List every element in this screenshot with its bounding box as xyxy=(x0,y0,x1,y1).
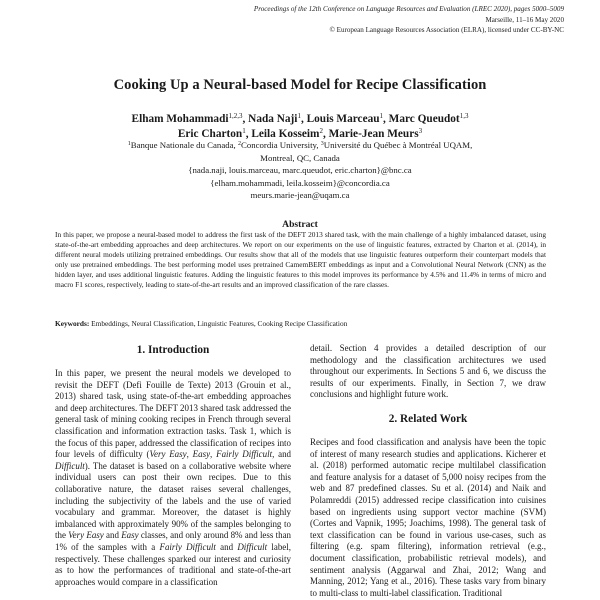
section-heading-introduction: 1. Introduction xyxy=(136,344,210,356)
intro-paragraph: In this paper, we present the neural models we developed to revisit the DEFT (Defi Fouille de Texte) 2013 (Grouin et al., 2013) shared task, using state-of-the-art embedding approaches and deep architectures. The DEFT 2013 shared task addressed the general task of mining cooking recipes in French through several classification and information extraction tasks. Task 1, which is the focus of this paper, addressed the classification of recipes into four levels of difficulty (Very Easy, Easy, Fairly Difficult, and Difficult). The dataset is based on a collaborative website where individual users can post their own recipes. Due to this collaborative nature, the dataset raises several challenges, including the subjectivity of the labels and the use of varied vocabulary and grammar. Moreover, the dataset is highly imbalanced with approximately 90% of the samples belonging to the Very Easy and Easy classes, and only around 8% and less than 1% of the samples with a Fairly Difficult and Difficult label, respectively. These challenges sparked our interest and curiosity as to how the performances of traditional and state-of-the-art approaches would compare in a classification xyxy=(55,368,292,587)
section-heading-related-work: 2. Related Work xyxy=(388,412,468,425)
keywords xyxy=(55,319,546,329)
abstract-heading: Abstract xyxy=(282,219,318,230)
proceedings-line: Proceedings of the 12th Conference on Language Resources and Evaluation (LREC 2020), pages 5000–5009 xyxy=(253,5,564,13)
author-name: Nada Naji xyxy=(248,113,298,125)
email-line: meurs.marie-jean@uqam.ca xyxy=(250,190,350,201)
left-column xyxy=(55,343,291,588)
author-name: Elham Mohammadi xyxy=(131,113,229,125)
author-name: Louis Marceau xyxy=(306,113,380,125)
author-name: Eric Charton xyxy=(177,128,243,140)
affiliations xyxy=(0,139,600,202)
related-work-paragraph: Recipes and food classification and analysis have been the topic of interest of many research studies and applications. Kicherer et al. (2018) performed automatic recipe multilabel classification and feature analysis for a dataset of 5,000 noisy recipes from the web and 87 predefined classes. Su et al. (2014) and Naik and Polamreddi (2015) addressed recipe classification into cuisines based on ingredients using support vector machine (SVM) (Cortes and Vapnik, 1995; Joachims, 1998). The general task of text classification can be found in various use-cases, such as filtering (e.g. spam filtering), information retrieval (e.g., document classification, probabilistic retrieval models), and sentiment analysis (Aggarwal and Zhai, 2012; Wang and Manning, 2012; Yang et al., 2016). These tasks vary from binary to multi-class to multi-label classification. Traditional xyxy=(310,436,546,598)
email-line: {nada.naji, louis.marceau, marc.queudot, eric.charton}@bnc.ca xyxy=(188,165,412,176)
keywords-label: Keywords: xyxy=(55,319,90,328)
license-line: © European Language Resources Association (ELRA), licensed under CC-BY-NC xyxy=(329,26,564,34)
author-name: Leila Kosseim xyxy=(251,128,320,140)
abstract-text: In this paper, we propose a neural-based model to address the first task of the DEFT 2013 shared task, with the main challenge of a highly imbalanced dataset, using state-of-the-art embedding approaches and deep architectures. We report on our experiments on the use of linguistic features, extracted by Charton et al. (2014), in different neural models utilizing pretrained embeddings. Our results show that all of the models that use linguistic features outperform their counterpart models that only use pretrained embeddings. The best performing model uses pretrained CamemBERT embeddings as input and a Convolutional Neural Network (CNN) as the hidden layer, and uses additional linguistic features. Adding the linguistic features to this model improves its performance by 4.5% and 11.4% in terms of micro and macro F1 scores, respectively, leading to state-of-the-art results and an improved classification of the rare classes. xyxy=(55,230,546,290)
page-header xyxy=(254,4,564,36)
right-column xyxy=(310,343,546,599)
venue-line: Marseille, 11–16 May 2020 xyxy=(485,15,564,24)
paper-title: Cooking Up a Neural-based Model for Recipe Classification xyxy=(113,77,487,93)
intro-continued-paragraph: detail. Section 4 provides a detailed description of our methodology and the classification architectures we used throughout our experiments. In Sections 5 and 6, we discuss the results of our experiments. Finally, in Section 7, we draw conclusions and highlight future work. xyxy=(310,343,546,400)
location-line: Montreal, QC, Canada xyxy=(260,152,340,163)
email-line: {elham.mohammadi, leila.kosseim}@concordia.ca xyxy=(210,177,390,188)
keywords-text: Embeddings, Neural Classification, Linguistic Features, Cooking Recipe Classification xyxy=(89,319,348,328)
author-list: Elham Mohammadi$^{1,2,3}$, Nada Naji$^1$, Louis Marceau$^1$, Marc Queudot$^{1,3}$ Eric Charton$^1$, Leila Kosseim$^2$, Marie-Jean Meurs$^3$ xyxy=(131,112,469,140)
affiliation-line: $^1$Banque Nationale du Canada, $^2$Concordia University, $^3$Université du Québec à Montréal UQAM, xyxy=(127,140,473,150)
author-name: Marc Queudot xyxy=(388,113,460,125)
author-name: Marie-Jean Meurs xyxy=(328,128,419,140)
